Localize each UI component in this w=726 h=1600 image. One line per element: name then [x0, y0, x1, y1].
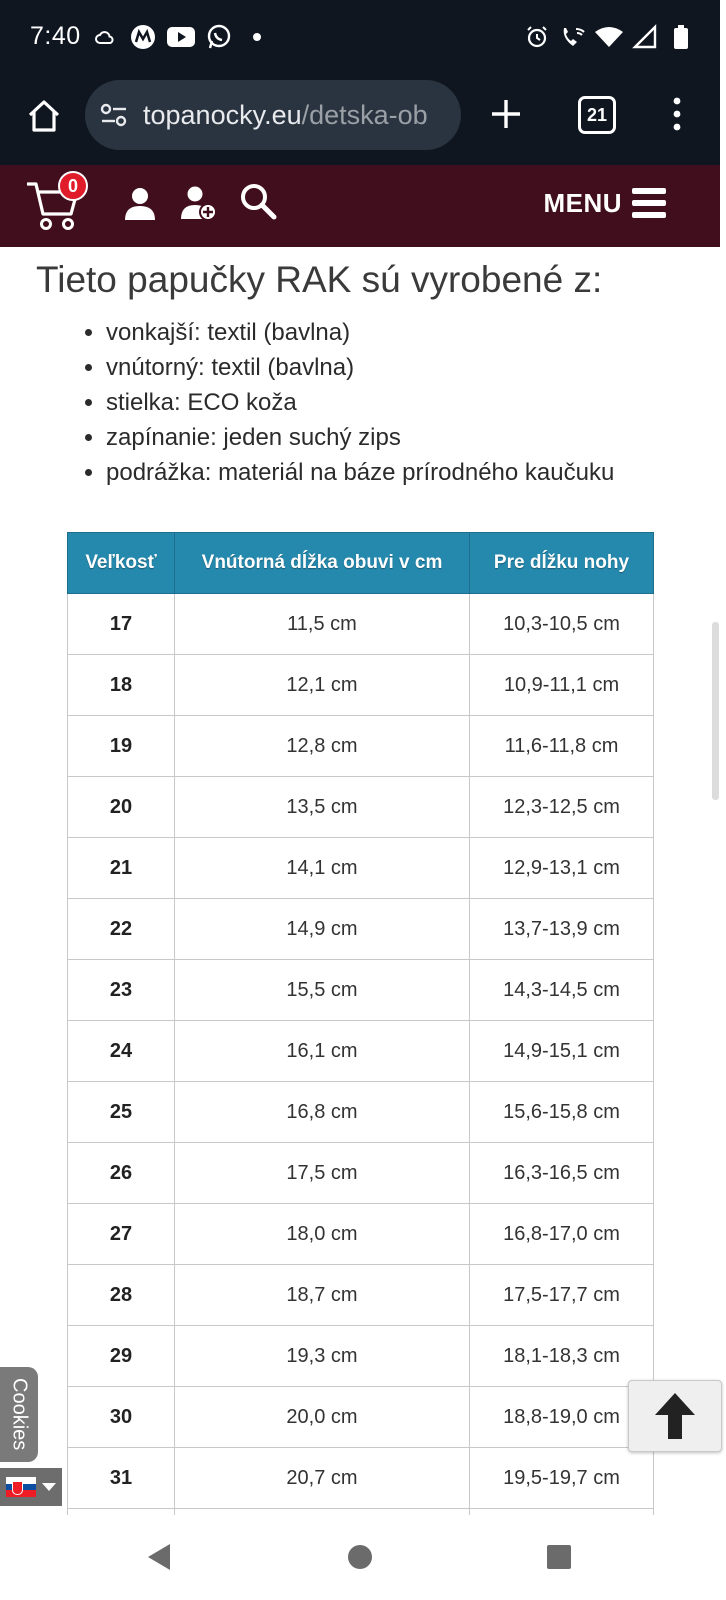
- language-select[interactable]: [0, 1468, 62, 1506]
- cell-size: 25: [68, 1082, 175, 1143]
- home-button[interactable]: [22, 94, 66, 138]
- cell-foot-length: 17,5-17,7 cm: [470, 1265, 654, 1326]
- product-description: [0, 247, 720, 1515]
- list-item: • vonkajší: textil (bavlna): [106, 315, 726, 350]
- status-icons-right: [524, 24, 694, 50]
- table-row: [68, 655, 654, 716]
- nav-home-button[interactable]: [345, 1542, 375, 1572]
- cell-foot-length: 15,6-15,8 cm: [470, 1082, 654, 1143]
- cell-foot-length: 10,3-10,5 cm: [470, 594, 654, 655]
- youtube-icon: [168, 24, 194, 50]
- battery-icon: [668, 24, 694, 50]
- cookies-label: Cookies: [8, 1378, 31, 1451]
- cell-size: 21: [68, 838, 175, 899]
- table-row: [68, 1387, 654, 1448]
- table-row: [68, 960, 654, 1021]
- nav-back-button[interactable]: [144, 1542, 174, 1572]
- cell-size: 28: [68, 1265, 175, 1326]
- menu-button[interactable]: [543, 187, 666, 219]
- table-row: [68, 838, 654, 899]
- back-to-top-button[interactable]: [628, 1380, 722, 1452]
- table-row: [68, 1143, 654, 1204]
- system-nav-bar: [0, 1515, 720, 1600]
- dot-icon: [244, 24, 270, 50]
- cell-inner-length: 18,7 cm: [175, 1265, 470, 1326]
- url-domain: topanocky.eu: [143, 99, 302, 130]
- motorola-icon: [130, 24, 156, 50]
- list-item: • podrážka: materiál na báze prírodného kaučuku: [106, 455, 726, 490]
- site-header: [0, 165, 720, 247]
- cell-size: 29: [68, 1326, 175, 1387]
- wifi-icon: [596, 24, 622, 50]
- plus-icon: [490, 98, 522, 130]
- recents-square-icon: [546, 1544, 572, 1570]
- cell-size: 31: [68, 1448, 175, 1509]
- cell-inner-length: 11,5 cm: [175, 594, 470, 655]
- list-item: • vnútorný: textil (bavlna): [106, 350, 726, 385]
- url-path: /detska-ob: [301, 99, 428, 130]
- table-row: [68, 777, 654, 838]
- status-bar: [0, 0, 720, 78]
- cell-foot-length: 19,5-19,7 cm: [470, 1448, 654, 1509]
- cell-foot-length: 12,3-12,5 cm: [470, 777, 654, 838]
- table-row: [68, 594, 654, 655]
- home-circle-icon: [347, 1544, 373, 1570]
- cell-size: 30: [68, 1387, 175, 1448]
- header-foot-length: Pre dĺžku nohy: [470, 533, 654, 594]
- arrow-up-icon: [655, 1393, 695, 1439]
- cell-foot-length: 10,9-11,1 cm: [470, 655, 654, 716]
- page-scrollbar[interactable]: [712, 622, 719, 800]
- cell-foot-length: 16,3-16,5 cm: [470, 1143, 654, 1204]
- cell-size: 17: [68, 594, 175, 655]
- back-triangle-icon: [146, 1543, 172, 1571]
- cell-inner-length: 16,1 cm: [175, 1021, 470, 1082]
- wifi-calling-icon: [560, 24, 586, 50]
- cell-inner-length: 12,1 cm: [175, 655, 470, 716]
- tab-switcher-button[interactable]: 21: [578, 96, 616, 134]
- whatsapp-icon: [206, 24, 232, 50]
- table-body: [68, 594, 654, 1570]
- nav-recents-button[interactable]: [544, 1542, 574, 1572]
- table-row: [68, 1021, 654, 1082]
- list-item: • stielka: ECO koža: [106, 385, 726, 420]
- browser-toolbar: [0, 80, 720, 162]
- header-size: Veľkosť: [68, 533, 175, 594]
- address-bar[interactable]: [85, 80, 461, 150]
- alarm-icon: [524, 24, 550, 50]
- cloud-icon: [92, 24, 118, 50]
- materials-heading: Tieto papučky RAK sú vyrobené z:: [36, 259, 603, 300]
- cell-foot-length: 18,1-18,3 cm: [470, 1326, 654, 1387]
- cell-size: 22: [68, 899, 175, 960]
- signal-icon: [632, 24, 658, 50]
- user-plus-icon: [181, 185, 217, 221]
- cell-inner-length: 13,5 cm: [175, 777, 470, 838]
- cell-inner-length: 17,5 cm: [175, 1143, 470, 1204]
- table-row: [68, 1448, 654, 1509]
- cell-size: 24: [68, 1021, 175, 1082]
- table-row: [68, 716, 654, 777]
- cell-foot-length: 18,8-19,0 cm: [470, 1387, 654, 1448]
- cell-inner-length: 16,8 cm: [175, 1082, 470, 1143]
- cell-inner-length: 20,0 cm: [175, 1387, 470, 1448]
- search-icon: [239, 182, 277, 220]
- cell-size: 23: [68, 960, 175, 1021]
- cell-size: 26: [68, 1143, 175, 1204]
- table-row: [68, 1326, 654, 1387]
- cell-size: 27: [68, 1204, 175, 1265]
- browser-menu-button[interactable]: [662, 92, 692, 136]
- materials-list: [66, 315, 726, 490]
- cell-inner-length: 18,0 cm: [175, 1204, 470, 1265]
- cell-inner-length: 12,8 cm: [175, 716, 470, 777]
- cell-inner-length: 20,7 cm: [175, 1448, 470, 1509]
- cell-inner-length: 14,1 cm: [175, 838, 470, 899]
- table-header-row: [68, 533, 654, 594]
- status-icons-left: [92, 24, 270, 50]
- home-icon: [26, 98, 62, 134]
- search-button[interactable]: [236, 179, 280, 223]
- header-inner-length: Vnútorná dĺžka obuvi v cm: [175, 533, 470, 594]
- cell-foot-length: 11,6-11,8 cm: [470, 716, 654, 777]
- cell-inner-length: 15,5 cm: [175, 960, 470, 1021]
- table-row: [68, 1082, 654, 1143]
- caret-down-icon: [42, 1482, 56, 1492]
- new-tab-button[interactable]: [484, 92, 528, 136]
- cell-foot-length: 13,7-13,9 cm: [470, 899, 654, 960]
- table-row: [68, 1265, 654, 1326]
- cell-foot-length: 14,3-14,5 cm: [470, 960, 654, 1021]
- table-row: [68, 1204, 654, 1265]
- cell-size: 20: [68, 777, 175, 838]
- status-time: 7:40: [30, 22, 81, 50]
- more-vert-icon: [672, 97, 682, 131]
- table-row: [68, 899, 654, 960]
- cell-foot-length: 14,9-15,1 cm: [470, 1021, 654, 1082]
- cell-foot-length: 12,9-13,1 cm: [470, 838, 654, 899]
- size-table: [67, 532, 654, 1570]
- user-icon: [123, 186, 157, 220]
- cell-size: 18: [68, 655, 175, 716]
- top-chrome: [0, 0, 720, 165]
- url-text: [143, 100, 428, 131]
- menu-label: MENU: [543, 187, 622, 218]
- account-button[interactable]: [120, 183, 160, 223]
- cell-inner-length: 19,3 cm: [175, 1326, 470, 1387]
- cell-size: 19: [68, 716, 175, 777]
- hamburger-icon: [632, 187, 666, 219]
- site-settings-icon[interactable]: [99, 100, 129, 130]
- register-button[interactable]: [178, 183, 220, 223]
- cell-inner-length: 14,9 cm: [175, 899, 470, 960]
- cell-foot-length: 16,8-17,0 cm: [470, 1204, 654, 1265]
- cookies-button[interactable]: [0, 1367, 38, 1462]
- slovakia-flag-icon: [6, 1477, 36, 1497]
- list-item: • zapínanie: jeden suchý zips: [106, 420, 726, 455]
- cart-count-badge: 0: [58, 171, 88, 201]
